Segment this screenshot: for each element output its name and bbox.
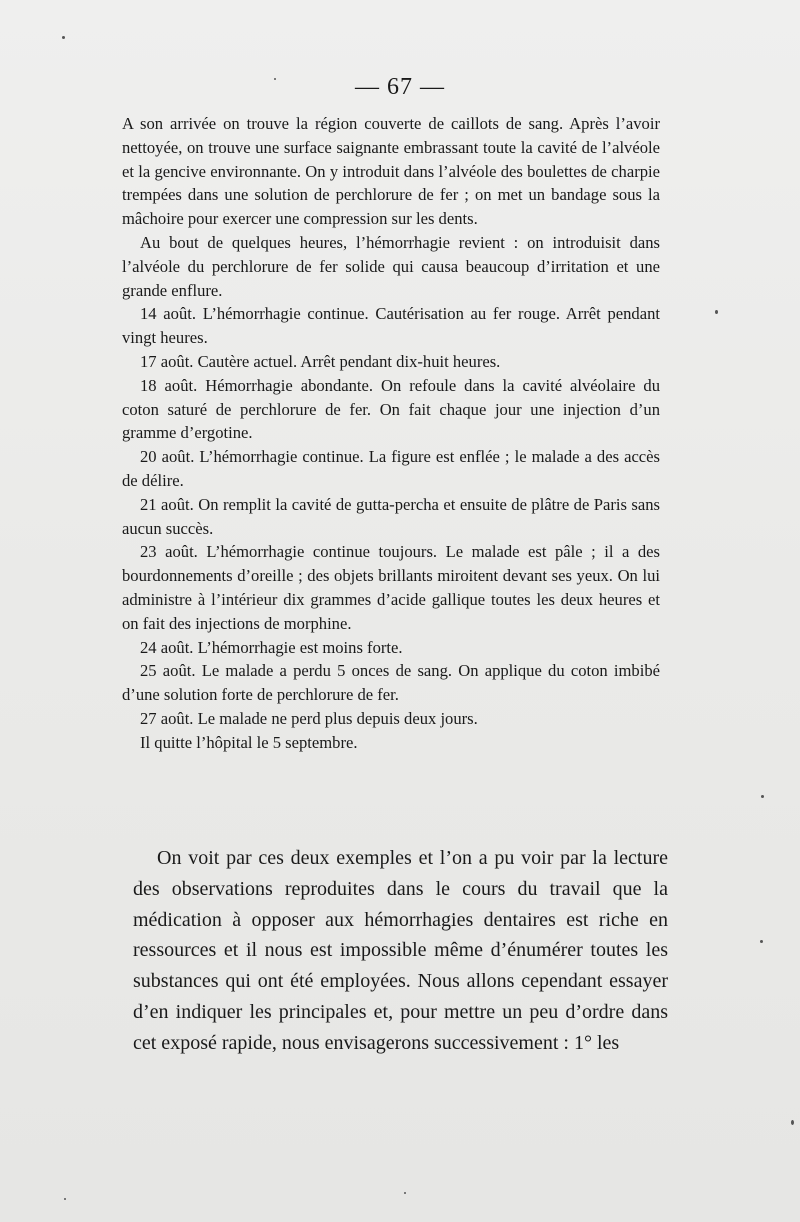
discussion-text (133, 843, 668, 1059)
page-number: — 67 — (355, 74, 445, 100)
ink-speck (404, 1192, 406, 1194)
observation-entry: 21 août. On remplit la cavité de gutta-percha et ensuite de plâtre de Paris sans aucun succès. (122, 494, 660, 538)
observation-text (122, 112, 660, 755)
ink-speck (791, 1120, 794, 1125)
ink-speck (760, 940, 763, 943)
ink-speck (274, 78, 276, 80)
observation-paragraph: A son arrivée on trouve la région couverte de caillots de sang. Après l’avoir nettoyée, on trouve une surface saignante embrassant toute la cavité de l’alvéole et la gencive environnante. On y introduit dans l’alvéole des boulettes de charpie trempées dans une solution de perchlorure de fer ; on met un bandage sous la mâchoire pour exercer une compression sur les dents. (122, 114, 660, 229)
observation-entry: Il quitte l’hôpital le 5 septembre. (140, 732, 358, 752)
observation-paragraph: Au bout de quelques heures, l’hémorrhagie revient : on introduisit dans l’alvéole du perchlorure de fer solide qui causa beaucoup d’irritation et une grande enflure. (122, 232, 660, 300)
ink-speck (715, 310, 718, 314)
observation-entry: 18 août. Hémorrhagie abondante. On refoule dans la cavité alvéolaire du coton saturé de perchlorure de fer. On fait chaque jour une injection d’un gramme d’ergotine. (122, 375, 660, 443)
observation-entry: 20 août. L’hémorrhagie continue. La figure est enflée ; le malade a des accès de délire. (122, 447, 660, 490)
observation-entry: 23 août. L’hémorrhagie continue toujours. Le malade est pâle ; il a des bourdonnements d’oreille ; des objets brillants miroitent devant ses yeux. On lui administre à l’intérieur dix grammes d’acide gallique toutes les deux heures et on fait des injections de morphine. (122, 542, 660, 633)
ink-speck (62, 36, 65, 39)
discussion-paragraph: On voit par ces deux exemples et l’on a pu voir par la lecture des observations reproduites dans le cours du travail que la médication à opposer aux hémorrhagies dentaires est riche en ressources et il nous est impossible même d’énumérer toutes les substances qui ont été employées. Nous allons cependant essayer d’en indiquer les principales et, pour mettre un peu d’ordre dans cet exposé rapide, nous envisagerons successivement : 1° les (133, 847, 668, 1054)
ink-speck (761, 795, 764, 798)
observation-entry: 14 août. L’hémorrhagie continue. Cautérisation au fer rouge. Arrêt pendant vingt heures. (122, 304, 660, 348)
observation-entry: 24 août. L’hémorrhagie est moins forte. (140, 637, 403, 657)
ink-speck (64, 1198, 66, 1200)
observation-entry: 17 août. Cautère actuel. Arrêt pendant dix-huit heures. (140, 351, 501, 371)
observation-entry: 27 août. Le malade ne perd plus depuis deux jours. (140, 708, 478, 728)
observation-entry: 25 août. Le malade a perdu 5 onces de sang. On applique du coton imbibé d’une solution forte de perchlorure de fer. (122, 661, 660, 705)
